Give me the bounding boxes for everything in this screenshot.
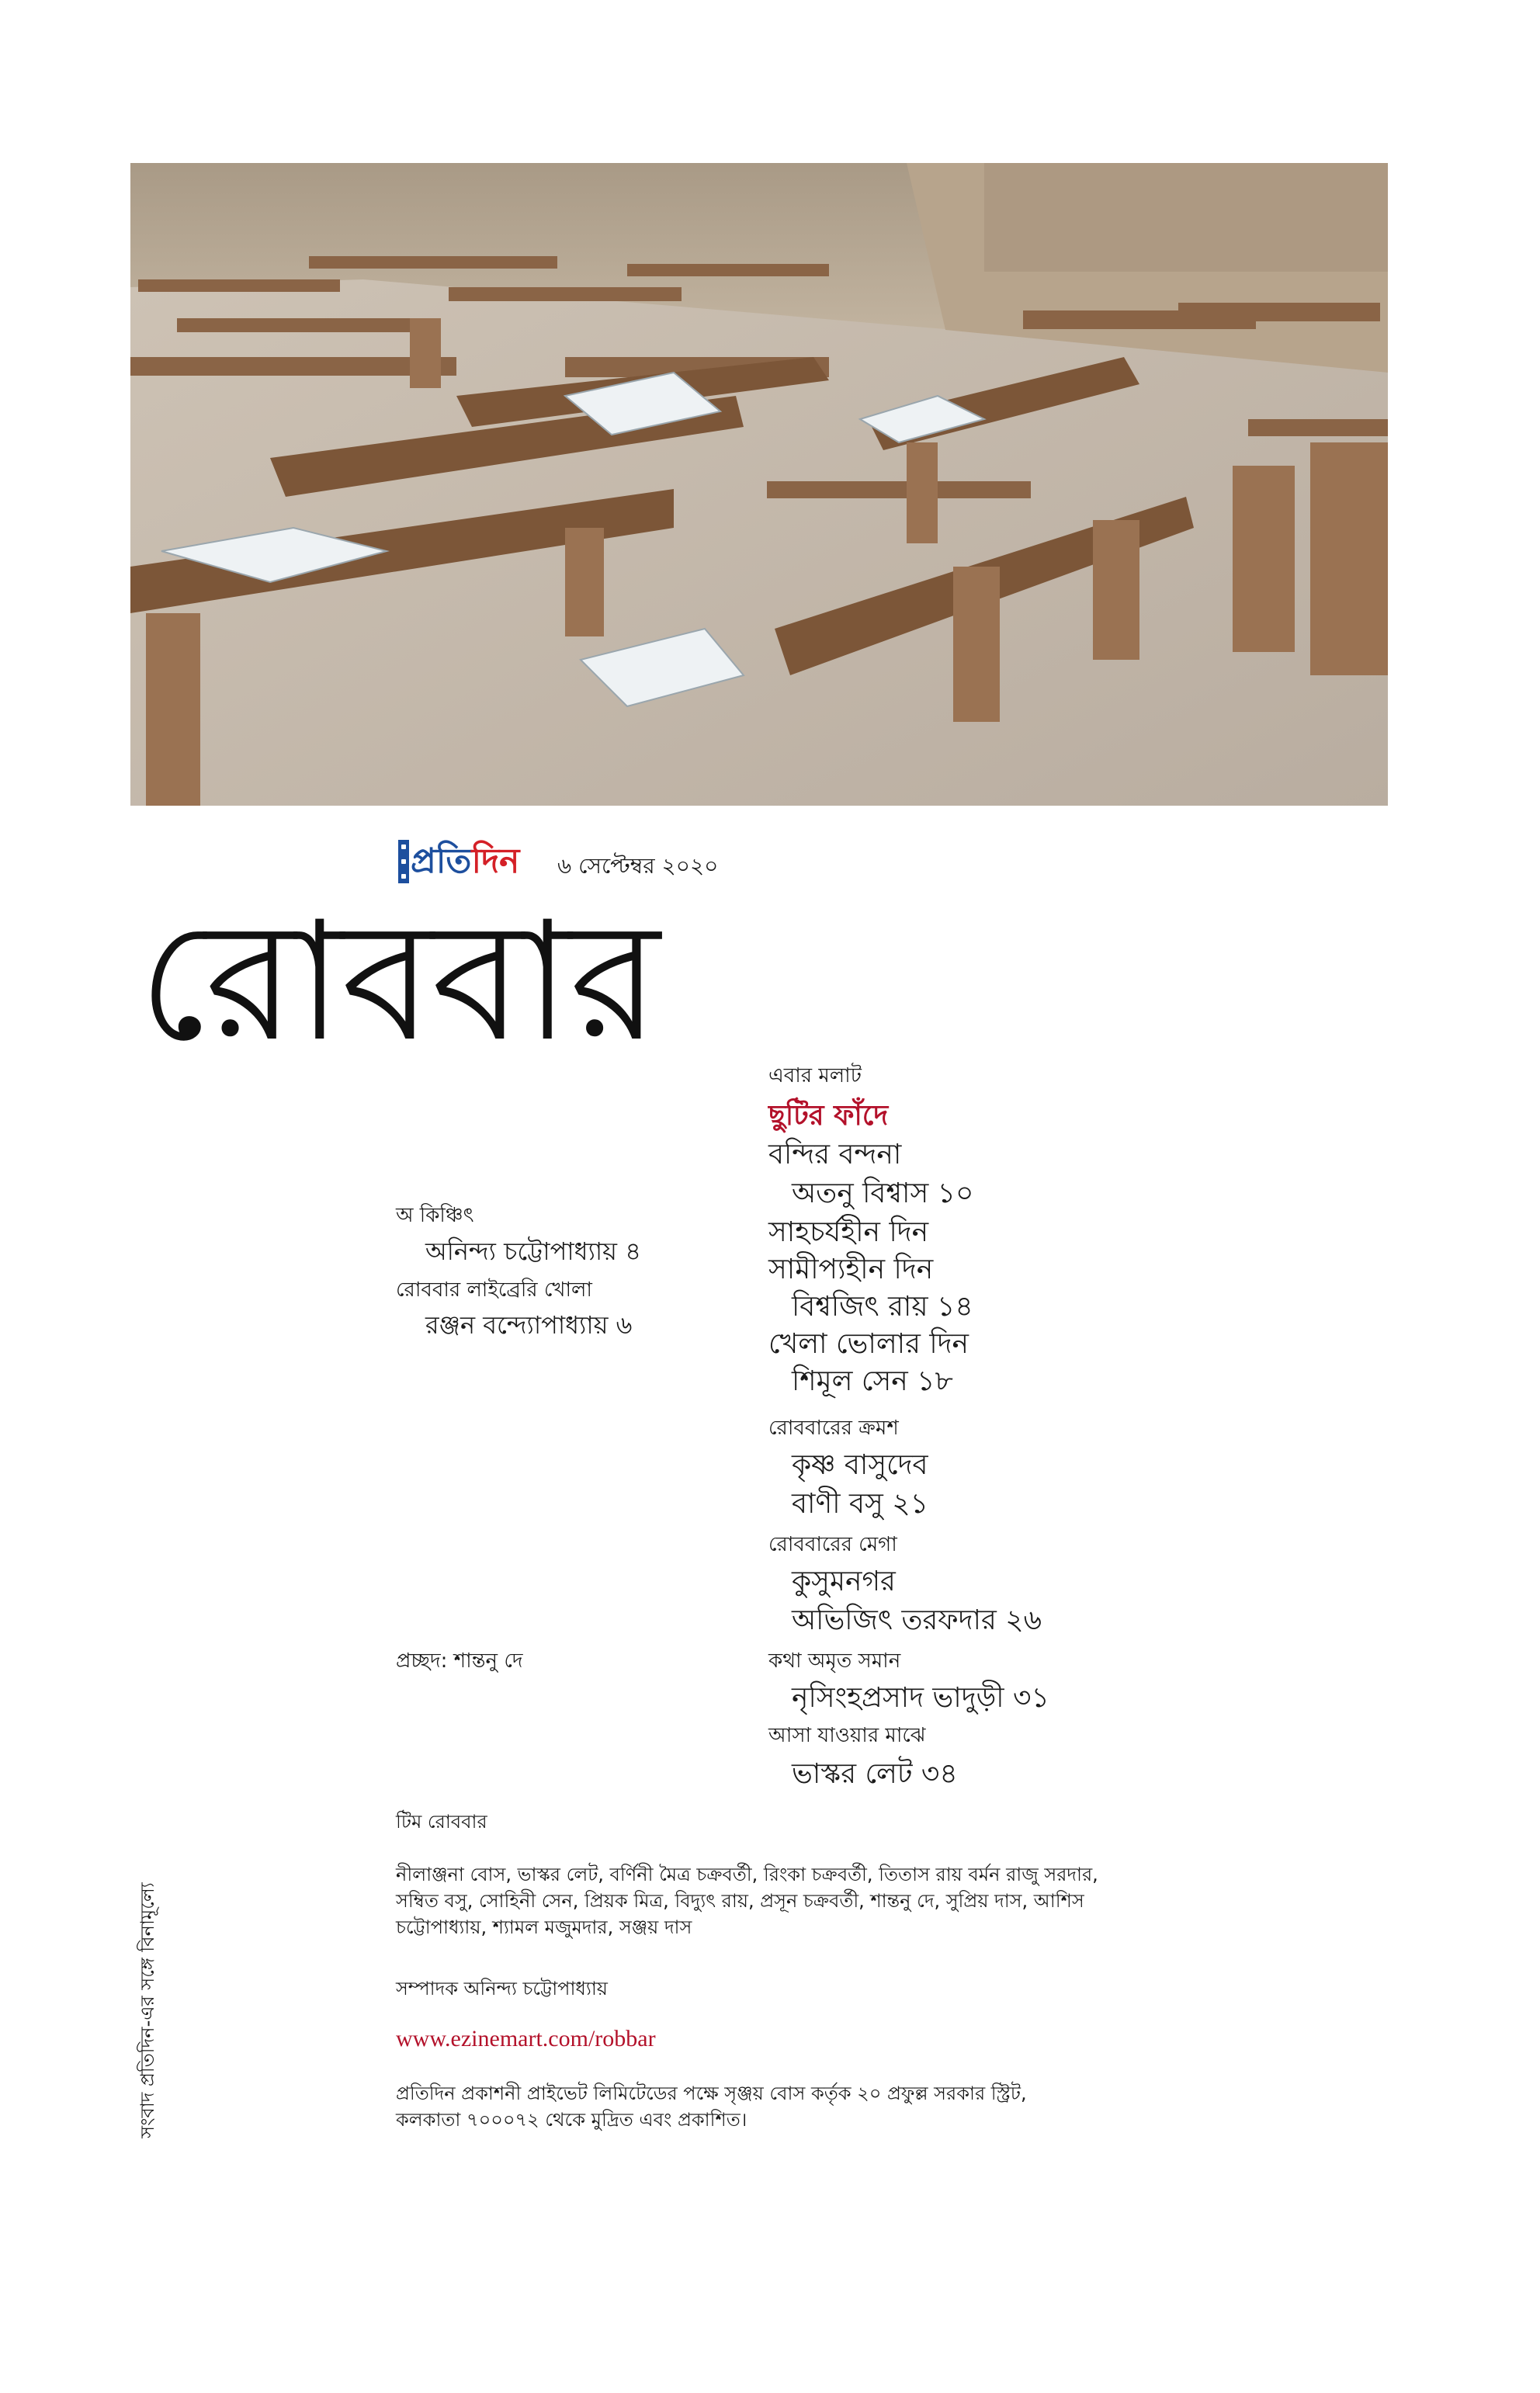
issue-date: ৬ সেপ্টেম্বর ২০২০ xyxy=(557,853,719,879)
masthead-title: রোববার xyxy=(138,886,659,1077)
toc-section-label: আসা যাওয়ার মাঝে xyxy=(768,1724,926,1747)
side-credit xyxy=(134,1793,165,2228)
cover-credit: প্রচ্ছদ: শান্তনু দে xyxy=(396,1649,523,1673)
toc-title: কৃষ্ণ বাসুদেব xyxy=(792,1449,928,1481)
toc-author: বাণী বসু ২১ xyxy=(792,1488,929,1520)
team-members: নীলাঞ্জনা বোস, ভাস্কর লেট, বর্ণিনী মৈত্র চক্রবর্তী, রিংকা চক্রবর্তী, তিতাস রায় বর্মন রাজু সরদার, সম্বিত বসু, সোহিনী সেন, প্রিয়ক মিত্র, বিদ্যুৎ রায়, প্রসূন চক্রবর্তী, শান্তনু দে, সুপ্রিয় দাস, আশিস চট্টোপাধ্যায়, শ্যামল মজুমদার, সঞ্জয় দাস xyxy=(396,1864,1098,1938)
pratidin-logo xyxy=(398,840,522,883)
toc-section-label: এবার মলাট xyxy=(768,1064,862,1087)
toc-title: খেলা ভোলার দিন xyxy=(768,1328,969,1360)
cover-story-title: ছুটির ফাঁদে xyxy=(768,1100,889,1132)
logo-text-part1: প্রতি xyxy=(411,841,472,881)
toc-author: অভিজিৎ তরফদার ২৬ xyxy=(792,1604,1042,1636)
toc-title: বন্দির বন্দনা xyxy=(768,1139,902,1170)
toc-section-label: রোববারের ক্রমশ xyxy=(768,1417,899,1440)
toc-section-label: রোববার লাইব্রেরি খোলা xyxy=(396,1278,592,1302)
toc-title: সাহচর্যহীন দিন xyxy=(768,1216,929,1248)
toc-author: বিশ্বজিৎ রায় ১৪ xyxy=(792,1291,973,1323)
toc-author: ভাস্কর লেট ৩৪ xyxy=(792,1758,958,1790)
logo-bar-icon xyxy=(398,840,409,883)
toc-author: অতনু বিশ্বাস ১০ xyxy=(792,1177,974,1209)
website-link[interactable]: www.ezinemart.com/robbar xyxy=(396,2026,656,2051)
toc-author: অনিন্দ্য চট্টোপাধ্যায় ৪ xyxy=(425,1236,641,1266)
toc-author: নৃসিংহপ্রসাদ ভাদুড়ী ৩১ xyxy=(792,1682,1049,1714)
logo-text-part2: দিন xyxy=(471,841,520,881)
classroom-benches-photo xyxy=(130,163,1388,806)
cover-photo xyxy=(130,163,1388,806)
editor-line: সম্পাদক অনিন্দ্য চট্টোপাধ্যায় xyxy=(396,1978,608,1999)
toc-title: সামীপ্যহীন দিন xyxy=(768,1254,934,1285)
imprint-text: প্রতিদিন প্রকাশনী প্রাইভেট লিমিটেডের পক্ষে সৃঞ্জয় বোস কর্তৃক ২০ প্রফুল্ল সরকার স্ট্রিট, কলকাতা ৭০০০৭২ থেকে মুদ্রিত এবং প্রকাশিত। xyxy=(396,2083,1027,2131)
toc-section-label: রোববারের মেগা xyxy=(768,1533,897,1556)
toc-title: কুসুমনগর xyxy=(792,1566,896,1597)
side-credit-text: সংবাদ প্রতিদিন-এর সঙ্গে বিনামূল্যে xyxy=(137,1882,158,2138)
toc-author: শিমূল সেন ১৮ xyxy=(792,1365,953,1397)
team-label: টিম রোববার xyxy=(396,1811,487,1833)
toc-author: রঞ্জন বন্দ্যোপাধ্যায় ৬ xyxy=(425,1310,633,1340)
toc-section-label: অ কিঞ্চিৎ xyxy=(396,1204,474,1227)
toc-section-label: কথা অমৃত সমান xyxy=(768,1649,901,1673)
